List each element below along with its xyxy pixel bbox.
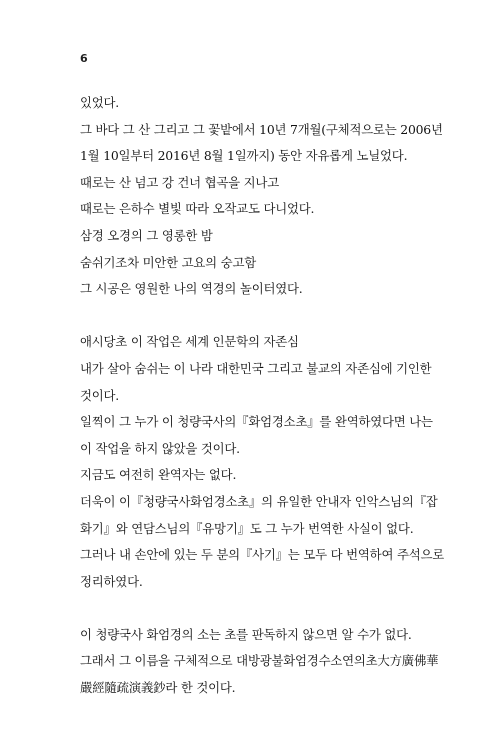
text-line: 그 바다 그 산 그리고 그 꽃밭에서 10년 7개월(구체적으로는 2006년 <box>80 121 443 137</box>
text-line: 때로는 은하수 별빛 따라 오작교도 다니었다. <box>80 201 315 217</box>
text-line: 화기』와 연담스님의『유망기』도 그 누가 번역한 사실이 없다. <box>80 520 414 536</box>
page-number: 6 <box>80 52 88 65</box>
text-line: 그래서 그 이름을 구체적으로 대방광불화엄경수소연의초大方廣佛華 <box>80 653 439 669</box>
text-line: 嚴經隨疏演義鈔라 한 것이다. <box>80 680 236 696</box>
paragraph-1 <box>80 90 443 303</box>
text-line: 때로는 산 넘고 강 건너 협곡을 지나고 <box>80 174 279 190</box>
body-text <box>80 90 445 702</box>
text-line: 있었다. <box>80 95 120 110</box>
text-line: 그러나 내 손안에 있는 두 분의『사기』는 모두 다 번역하여 주석으로 <box>80 547 445 563</box>
text-line: 정리하였다. <box>80 573 143 589</box>
text-line: 더욱이 이『청량국사화엄경소초』의 유일한 안내자 인악스님의『잡 <box>80 493 438 509</box>
paragraph-gap <box>80 303 425 330</box>
paragraph-3 <box>80 622 439 702</box>
text-line: 그 시공은 영원한 나의 역경의 놀이터였다. <box>80 281 303 297</box>
text-line: 애시당초 이 작업은 세계 인문학의 자존심 <box>80 334 299 350</box>
text-line: 내가 살아 숨쉬는 이 나라 대한민국 그리고 불교의 자존심에 기인한 <box>80 360 432 376</box>
paragraph-2 <box>80 329 445 595</box>
text-line: 것이다. <box>80 387 120 403</box>
paragraph-gap <box>80 595 425 622</box>
text-line: 이 청량국사 화엄경의 소는 초를 판독하지 않으면 알 수가 없다. <box>80 626 412 642</box>
text-line: 지금도 여전히 완역자는 없다. <box>80 467 237 483</box>
text-line: 이 작업을 하지 않았을 것이다. <box>80 440 240 456</box>
text-line: 일찍이 그 누가 이 청량국사의『화엄경소초』를 완역하였다면 나는 <box>80 414 433 430</box>
text-line: 숨쉬기조차 미안한 고요의 숭고함 <box>80 254 256 270</box>
text-line: 1월 10일부터 2016년 8월 1일까지) 동안 자유롭게 노닐었다. <box>80 148 408 164</box>
text-line: 삼경 오경의 그 영롱한 밤 <box>80 227 213 243</box>
